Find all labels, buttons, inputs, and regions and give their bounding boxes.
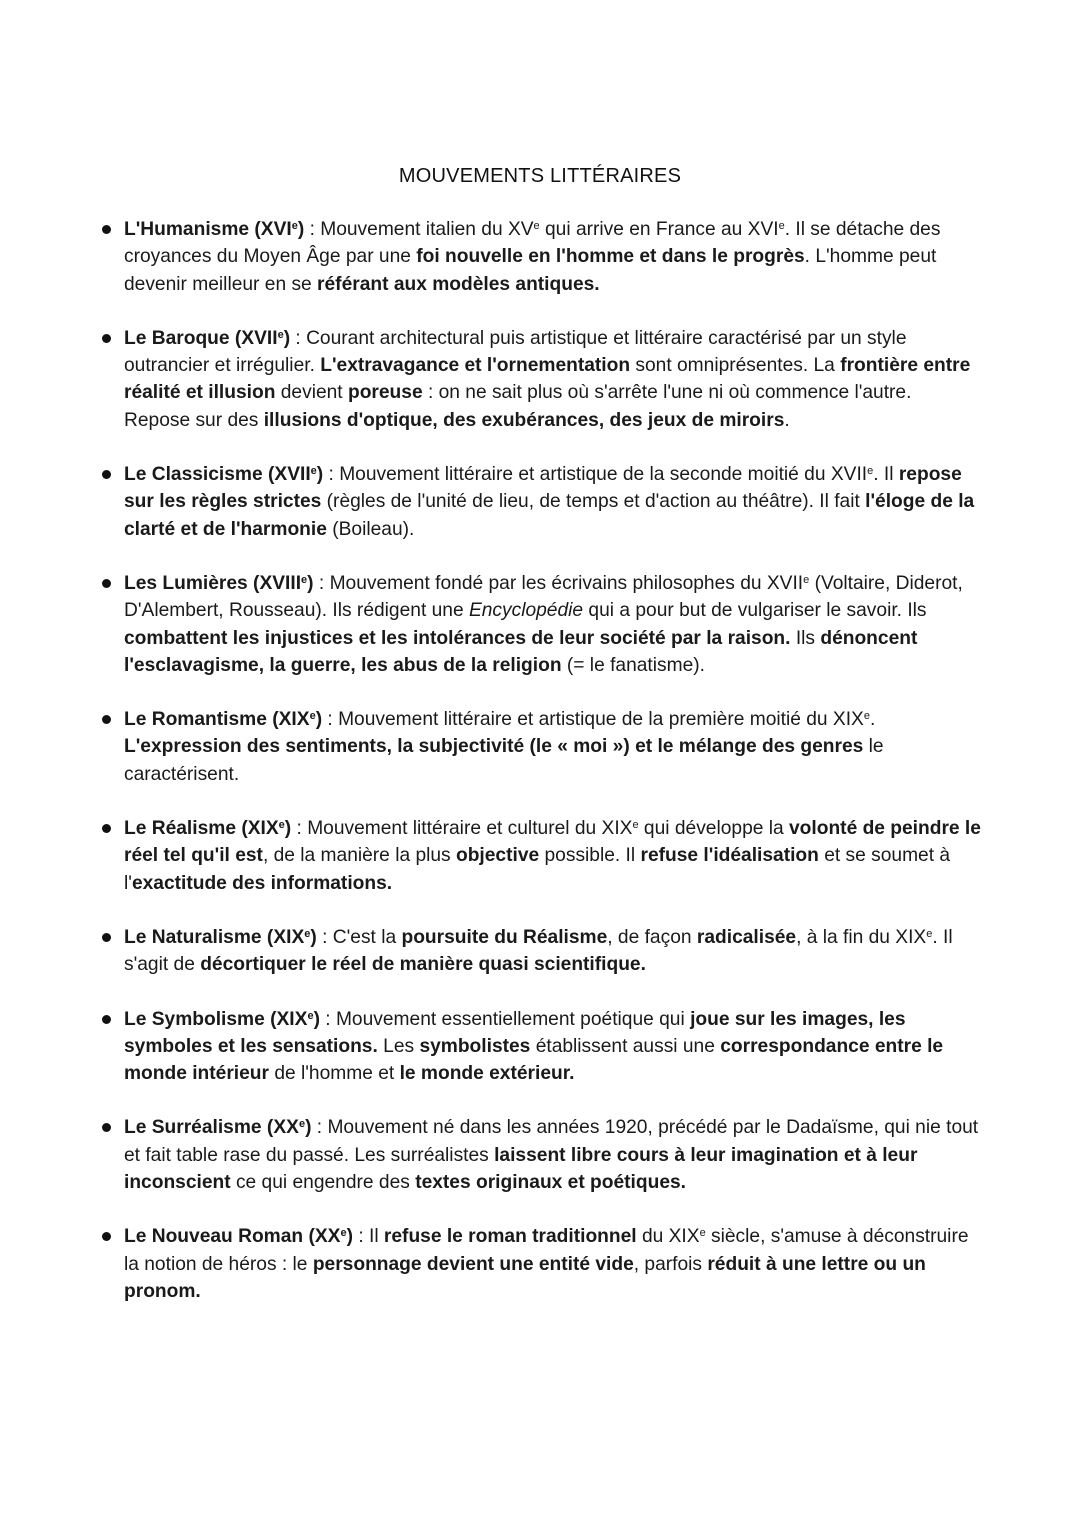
bullet-icon (102, 225, 111, 234)
movements-list (102, 216, 982, 1332)
bullet-icon (102, 715, 111, 724)
movement-item: Le Classicisme (XVIIe) : Mouvement littéraire et artistique de la seconde moitié du XVIIe. Il repose sur les règles strictes (règles de l'unité de lieu, de temps et d'action au théâtre). Il fait l'éloge de la clarté et de l'harmonie (Boileau). (102, 461, 982, 543)
movement-century: XIX (247, 818, 279, 840)
movement-century: XIX (278, 709, 310, 731)
movement-item: Le Naturalisme (XIXe) : C'est la poursuite du Réalisme, de façon radicalisée, à la fin du XIXe. Il s'agit de décortiquer le réel de manière quasi scientifique. (102, 924, 982, 979)
bullet-icon (102, 1232, 111, 1241)
bullet-icon (102, 334, 111, 343)
movement-century: XVI (260, 219, 292, 240)
movement-century: XVIII (259, 572, 302, 594)
movement-description: Mouvement littéraire et culturel du XIXe qui développe la volonté de peindre le réel tel qu'il est, de la manière la plus objective possible. Il refuse l'idéalisation et se soumet à l'exactitude des informations. (124, 818, 981, 894)
movement-name: Le Symbolisme (XIXe) (124, 1008, 320, 1030)
bullet-icon (102, 579, 111, 588)
movement-description: Courant architectural puis artistique et littéraire caractérisé par un style outrancier et irrégulier. L'extravagance et l'ornementation sont omniprésentes. La frontière entre réalité et illusion devient poreuse : on ne sait plus où s'arrête l'une ni où commence l'autre. Repose sur des illusions d'optique, des exubérances, des jeux de miroirs. (124, 327, 971, 431)
movement-item: Le Romantisme (XIXe) : Mouvement littéraire et artistique de la première moitié du XIXe. L'expression des sentiments, la subjectivité (le « moi ») et le mélange des genres le caractérisent. (102, 706, 982, 788)
movement-description: Mouvement italien du XVe qui arrive en France au XVIe. Il se détache des croyances du Moyen Âge par une foi nouvelle en l'homme et dans le progrès. L'homme peut devenir meilleur en se référant aux modèles antiques. (124, 219, 941, 295)
movement-item: Le Symbolisme (XIXe) : Mouvement essentiellement poétique qui joue sur les images, les symboles et les sensations. Les symbolistes établissent aussi une correspondance entre le monde intérieur de l'homme et le monde extérieur. (102, 1006, 982, 1088)
movement-item: Les Lumières (XVIIIe) : Mouvement fondé par les écrivains philosophes du XVIIe (Voltaire, Diderot, D'Alembert, Rousseau). Ils rédigent une Encyclopédie qui a pour but de vulgariser le savoir. Ils combattent les injustices et les intolérances de leur société par la raison. Ils dénoncent l'esclavagisme, la guerre, les abus de la religion (= le fanatisme). (102, 570, 982, 679)
movement-name: Le Surréalisme (XXe) (124, 1117, 312, 1139)
movement-description: Mouvement littéraire et artistique de la seconde moitié du XVIIe. Il repose sur les règles strictes (règles de l'unité de lieu, de temps et d'action au théâtre). Il fait l'éloge de la clarté et de l'harmonie (Boileau). (124, 464, 975, 540)
bullet-icon (102, 824, 111, 833)
movement-item: Le Nouveau Roman (XXe) : Il refuse le roman traditionnel du XIXe siècle, s'amuse à déconstruire la notion de héros : le personnage devient une entité vide, parfois réduit à une lettre ou un pronom. (102, 1223, 982, 1305)
movement-item: L'Humanisme (XVIe) : Mouvement italien du XVe qui arrive en France au XVIe. Il se détache des croyances du Moyen Âge par une foi nouvelle en l'homme et dans le progrès. L'homme peut devenir meilleur en se référant aux modèles antiques. (102, 216, 982, 298)
movement-description: Mouvement fondé par les écrivains philosophes du XVIIe (Voltaire, Diderot, D'Alembert, Rousseau). Ils rédigent une Encyclopédie qui a pour but de vulgariser le savoir. Ils combattent les injustices et les intolérances de leur société par la raison. Ils dénoncent l'esclavagisme, la guerre, les abus de la religion (= le fanatisme). (124, 572, 963, 676)
movement-name: Le Naturalisme (XIXe) (124, 926, 317, 948)
movement-name: Le Classicisme (XVIIe) (124, 464, 324, 486)
movement-description: C'est la poursuite du Réalisme, de façon radicalisée, à la fin du XIXe. Il s'agit de décortiquer le réel de manière quasi scientifique. (124, 926, 953, 976)
movement-item: Le Surréalisme (XXe) : Mouvement né dans les années 1920, précédé par le Dadaïsme, qui nie tout et fait table rase du passé. Les surréalistes laissent libre cours à leur imagination et à leur inconscient ce qui engendre des textes originaux et poétiques. (102, 1114, 982, 1196)
bullet-icon (102, 1015, 111, 1024)
bullet-icon (102, 1123, 111, 1132)
movement-century: XX (314, 1226, 341, 1248)
movement-name: Le Romantisme (XIXe) (124, 709, 323, 731)
movement-century: XIX (276, 1008, 308, 1030)
movement-description: Mouvement littéraire et artistique de la première moitié du XIXe. L'expression des sentiments, la subjectivité (le « moi ») et le mélange des genres le caractérisent. (124, 709, 884, 785)
page-title: MOUVEMENTS LITTÉRAIRES (398, 165, 682, 187)
movement-name: Le Baroque (XVIIe) (124, 327, 291, 349)
movement-century: XVII (241, 327, 278, 349)
movement-century: XIX (273, 926, 305, 948)
movement-century: XX (273, 1117, 299, 1139)
movement-item: Le Réalisme (XIXe) : Mouvement littéraire et culturel du XIXe qui développe la volonté de peindre le réel tel qu'il est, de la manière la plus objective possible. Il refuse l'idéalisation et se soumet à l'exactitude des informations. (102, 815, 982, 897)
movement-name: Le Réalisme (XIXe) (124, 818, 292, 840)
movement-description: Il refuse le roman traditionnel du XIXe siècle, s'amuse à déconstruire la notion de héros : le personnage devient une entité vide, parfois réduit à une lettre ou un pronom. (124, 1226, 969, 1302)
movement-name: L'Humanisme (XVIe) (124, 219, 305, 240)
movement-description: Mouvement essentiellement poétique qui joue sur les images, les symboles et les sensations. Les symbolistes établissent aussi une correspondance entre le monde intérieur de l'homme et le monde extérieur. (124, 1008, 944, 1085)
movement-item: Le Baroque (XVIIe) : Courant architectural puis artistique et littéraire caractérisé par un style outrancier et irrégulier. L'extravagance et l'ornementation sont omniprésentes. La frontière entre réalité et illusion devient poreuse : on ne sait plus où s'arrête l'une ni où commence l'autre. Repose sur des illusions d'optique, des exubérances, des jeux de miroirs. (102, 325, 982, 434)
movement-description: Mouvement né dans les années 1920, précédé par le Dadaïsme, qui nie tout et fait table rase du passé. Les surréalistes laissent libre cours à leur imagination et à leur inconscient ce qui engendre des textes originaux et poétiques. (124, 1117, 979, 1194)
movement-century: XVII (274, 464, 311, 486)
bullet-icon (102, 470, 111, 479)
movement-name: Les Lumières (XVIIIe) (124, 572, 314, 594)
bullet-icon (102, 933, 111, 942)
movement-name: Le Nouveau Roman (XXe) (124, 1226, 353, 1248)
